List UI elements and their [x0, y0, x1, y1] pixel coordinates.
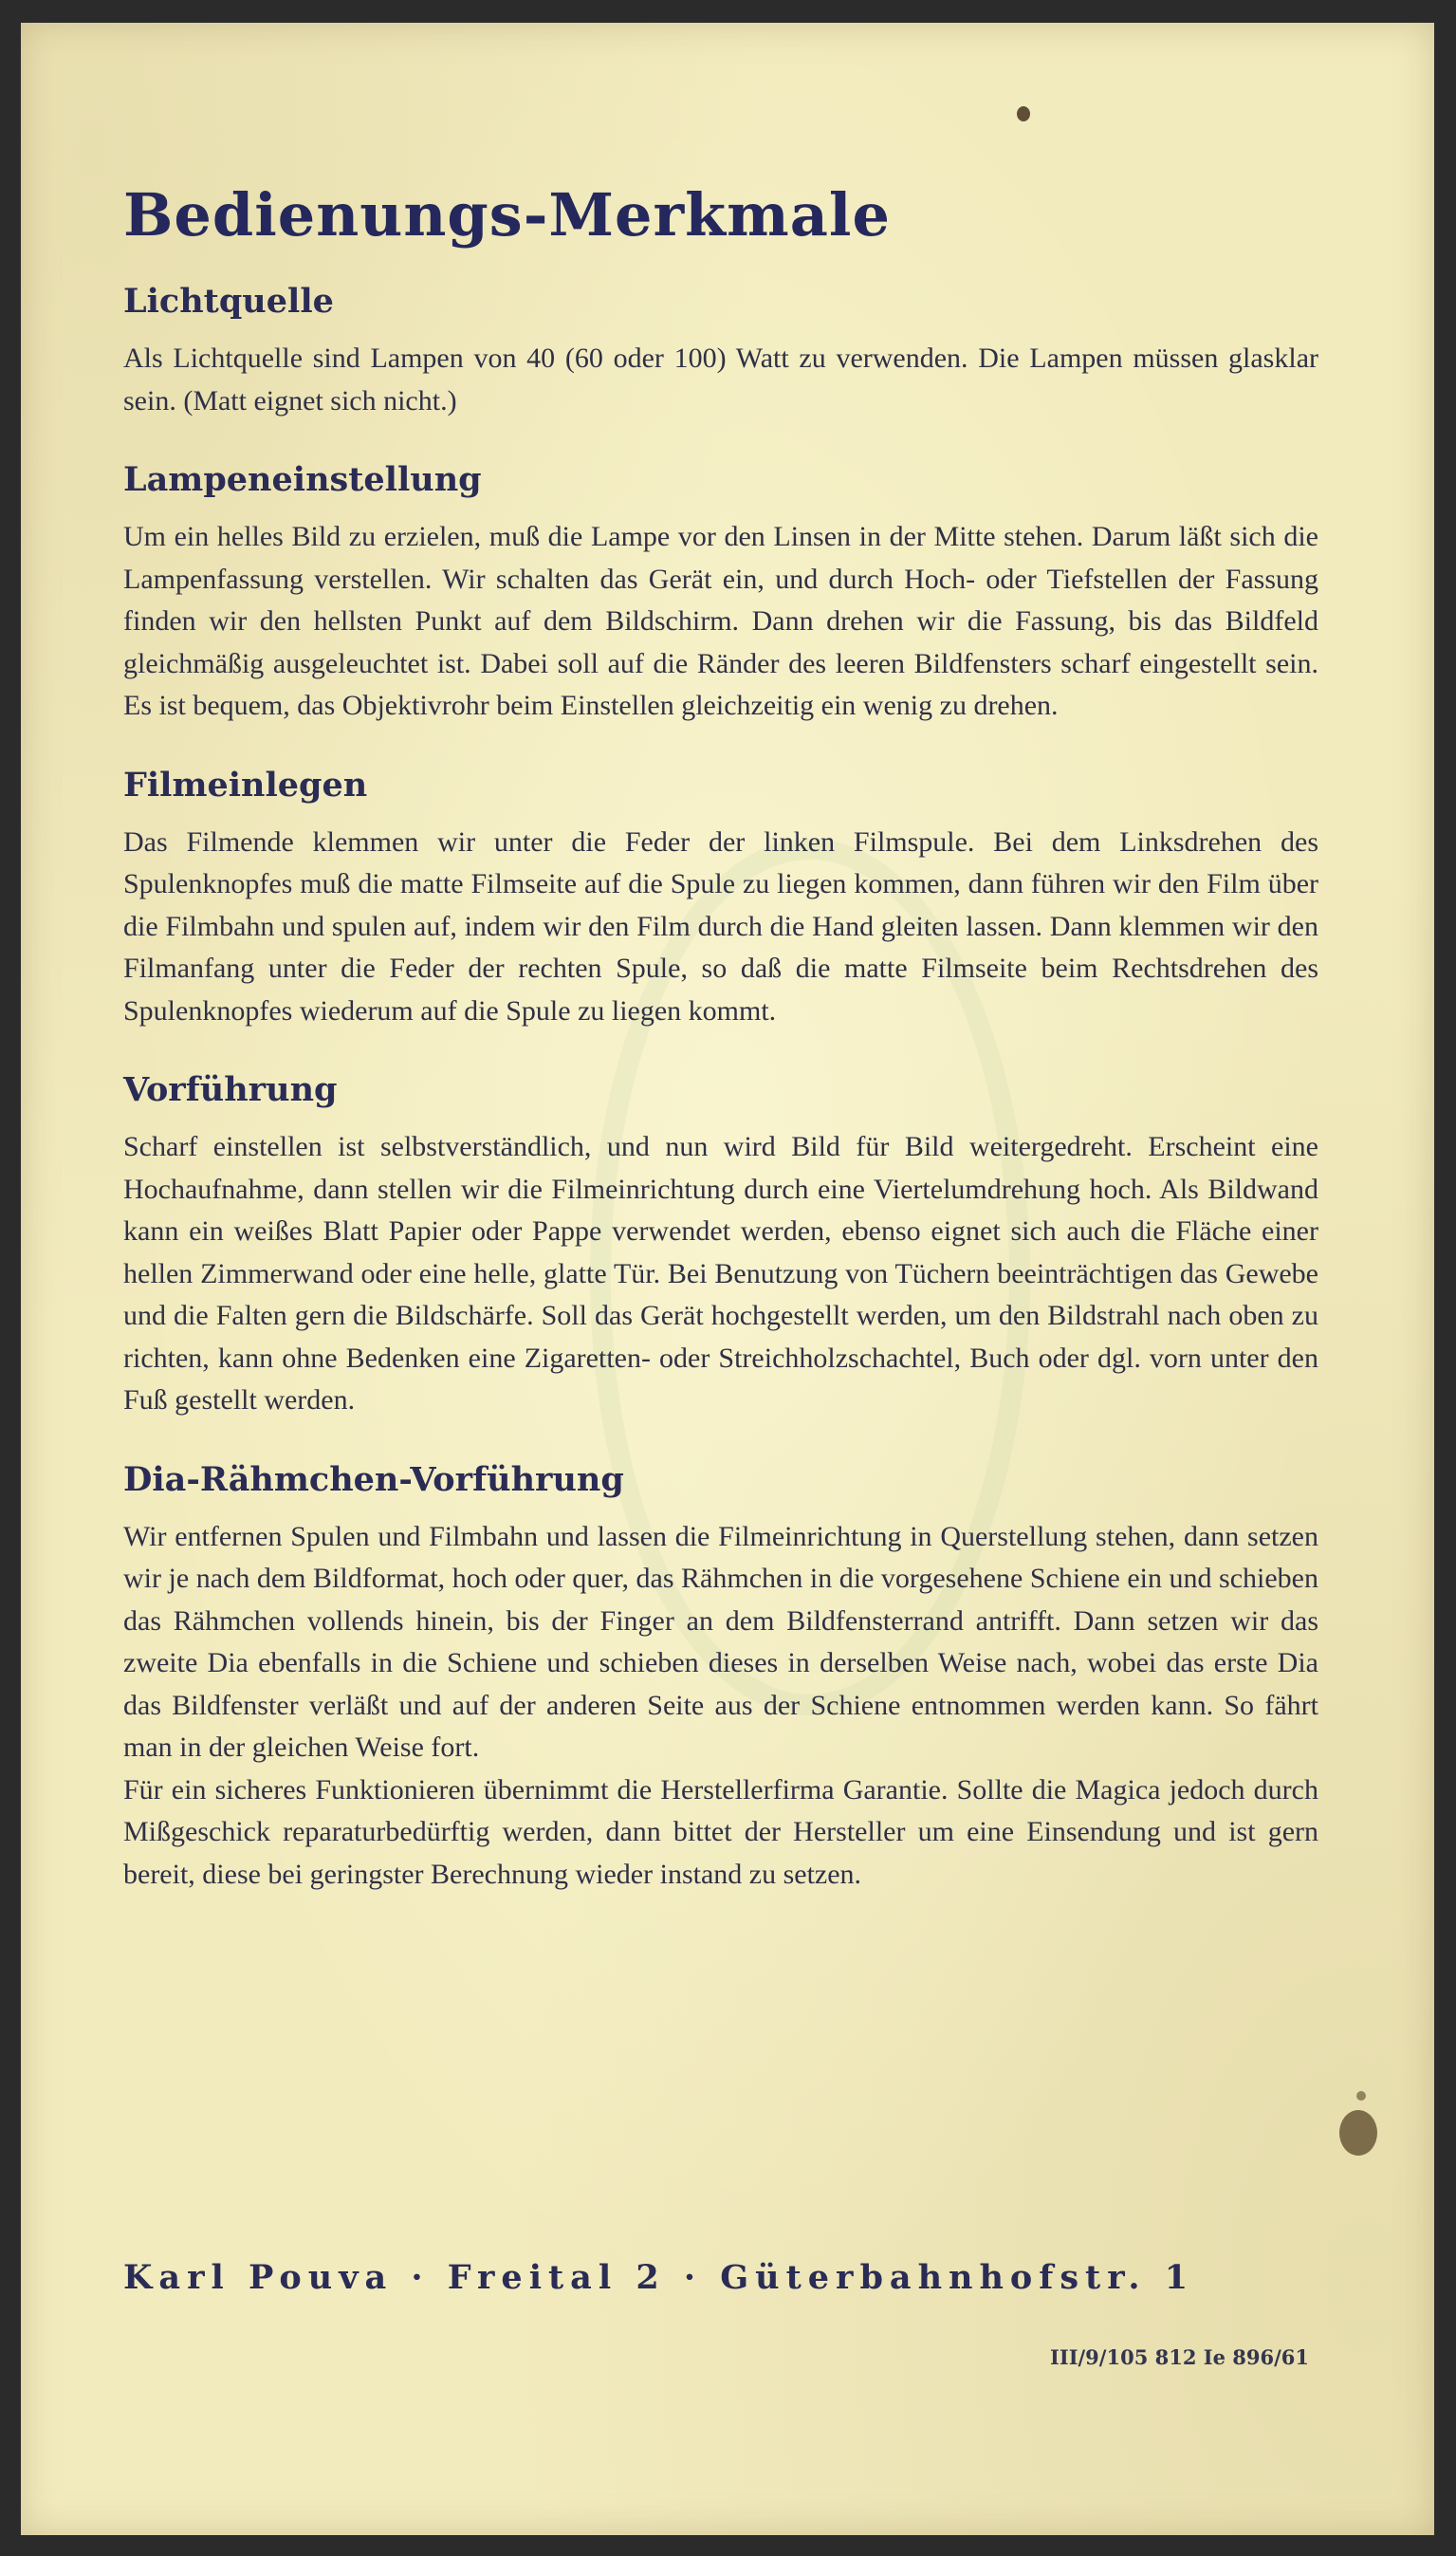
section-vorfuehrung [123, 1070, 1318, 1422]
print-code: III/9/105 812 Ie 896/61 [1050, 2345, 1309, 2369]
section-heading: Dia-Rähmchen-Vorführung [123, 1459, 624, 1499]
section-text: Wir entfernen Spulen und Filmbahn und lassen die Filmeinrichtung in Querstellung stehen, dann setzen wir je nach dem Bildformat, hoch oder quer, das Rähmchen in die vorgesehene Schiene ein und schieben das Rähmchen vollends hinein, bis der Finger an dem Bildfensterrand antrifft. Dann setzen wir das zweite Dia ebenfalls in die Schiene und schieben dieses in derselben Weise nach, wobei das erste Dia das Bildfenster verläßt und auf der anderen Seite aus der Schiene entnommen werden kann. So fährt man in der gleichen Weise fort. [123, 1520, 1318, 1763]
section-heading: Filmeinlegen [123, 765, 368, 805]
document-body [123, 180, 1318, 1934]
section-heading: Lichtquelle [123, 282, 334, 321]
warranty-text: Für ein sicheres Funktionieren übernimmt die Herstellerfirma Garantie. Sollte die Magica jedoch durch Mißgeschick reparaturbedürftig werden, dann bittet der Hersteller um eine Einsendung und ist gern bereit, diese bei geringster Berechnung wieder instand zu setzen. [123, 1773, 1318, 1890]
section-text: Scharf einstellen ist selbstverständlich, und nun wird Bild für Bild weitergedreht. Erscheint eine Hochaufnahme, dann stellen wir die Filmeinrichtung durch eine Viertelumdrehung hoch. Als Bildwand kann ein weißes Blatt Papier oder Pappe verwendet werden, ebenso eignet sich auch die Fläche einer hellen Zimmerwand oder eine helle, glatte Tür. Bei Benutzung von Tüchern beeinträchtigen das Gewebe und die Falten gern die Bildschärfe. Soll das Gerät hochgestellt werden, um den Bildstrahl nach oben zu richten, kann ohne Bedenken eine Zigaretten- oder Streichholzschachtel, Buch oder dgl. vorn unter den Fuß gestellt werden. [123, 1131, 1318, 1416]
section-text: Das Filmende klemmen wir unter die Feder der linken Filmspule. Bei dem Linksdrehen des Spulenknopfes muß die matte Filmseite auf die Spule zu liegen kommen, dann führen wir den Film über die Filmbahn und spulen auf, indem wir den Film durch die Hand gleiten lassen. Dann klemmen wir den Filmanfang unter die Feder der rechten Spule, so daß die matte Filmseite beim Rechtsdrehen des Spulenknopfes wiederum auf die Spule zu liegen kommt. [123, 825, 1318, 1027]
page-title: Bedienungs-Merkmale [123, 180, 891, 250]
section-text: Als Lichtquelle sind Lampen von 40 (60 oder 100) Watt zu verwenden. Die Lampen müssen glasklar sein. (Matt eignet sich nicht.) [123, 343, 1318, 417]
section-filmeinlegen [123, 766, 1318, 1033]
section-dia-vorfuehrung [123, 1460, 1318, 1897]
stain-mark [1339, 2110, 1377, 2156]
manufacturer-address: Karl Pouva · Freital 2 · Güterbahnhofstr. 1 [123, 2258, 1195, 2297]
section-lichtquelle [123, 282, 1318, 422]
section-lampeneinstellung [123, 460, 1318, 728]
section-heading: Vorführung [123, 1070, 338, 1109]
stain-mark [1356, 2091, 1366, 2101]
section-heading: Lampeneinstellung [123, 460, 482, 499]
section-text: Um ein helles Bild zu erzielen, muß die Lampe vor den Linsen in der Mitte stehen. Darum läßt sich die Lampenfassung verstellen. Wir schalten das Gerät ein, und durch Hoch- oder Tiefstellen der Fassung finden wir den hellsten Punkt auf dem Bildschirm. Dann drehen wir die Fassung, bis das Bildfeld gleichmäßig ausgeleuchtet ist. Dabei soll auf die Ränder des leeren Bildfensters scharf eingestellt sein. Es ist bequem, das Objektivrohr beim Einstellen gleichzeitig ein wenig zu drehen. [123, 521, 1318, 721]
stain-mark [1017, 106, 1030, 121]
